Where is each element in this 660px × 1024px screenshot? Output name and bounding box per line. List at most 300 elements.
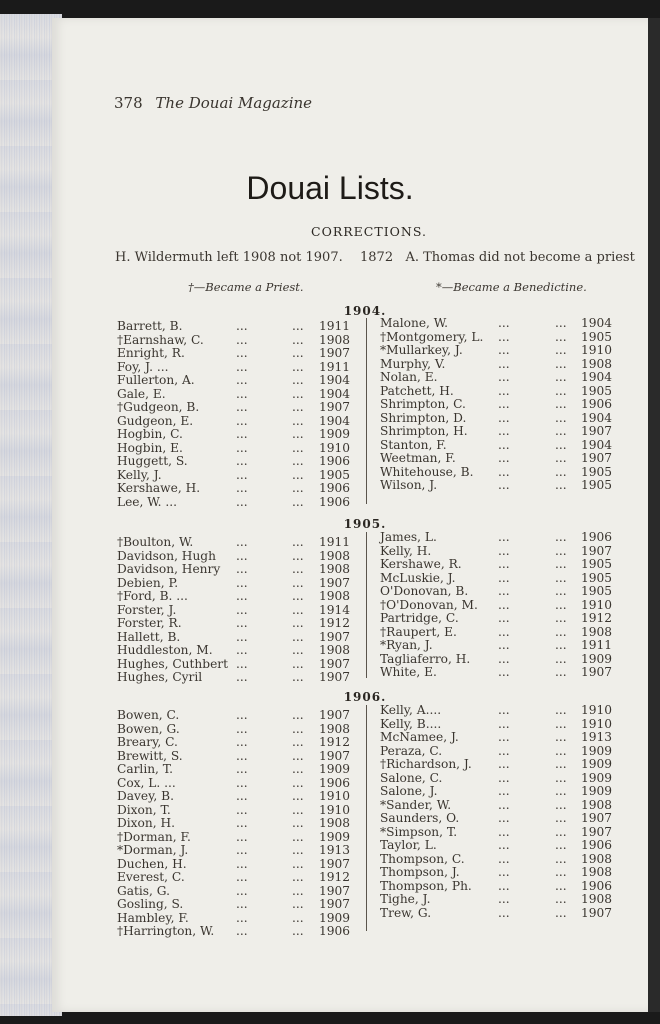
- leader-dots: ...: [236, 386, 248, 401]
- list-entry: [117, 898, 357, 912]
- list-entry: [380, 317, 620, 331]
- leaving-year: 1908: [581, 851, 613, 866]
- leader-dots: ...: [236, 427, 248, 441]
- list-entry: [380, 812, 620, 826]
- leaving-year: 1906: [319, 494, 351, 509]
- leaving-year: 1907: [319, 400, 351, 414]
- list-entry: [117, 442, 357, 456]
- leaving-year: 1906: [581, 397, 613, 411]
- list-entry: [380, 731, 620, 745]
- student-name: Whitehouse, B.: [380, 464, 474, 479]
- list-entry: [117, 912, 357, 926]
- leaving-year: 1905: [581, 584, 613, 598]
- list-entry: [117, 361, 357, 375]
- student-name: †Earnshaw, C.: [117, 332, 204, 347]
- student-name: Cox, L. ...: [117, 775, 176, 790]
- leader-dots: ...: [292, 427, 304, 441]
- leader-dots: ...: [498, 638, 510, 652]
- student-name: Shrimpton, H.: [380, 424, 468, 438]
- leader-dots: ...: [236, 816, 248, 830]
- student-name: Shrimpton, C.: [380, 397, 466, 411]
- leaving-year: 1907: [581, 543, 613, 558]
- student-name: Gale, E.: [117, 386, 166, 401]
- student-name: *Sander, W.: [380, 797, 452, 812]
- leader-dots: ...: [498, 570, 510, 585]
- running-head: [114, 94, 312, 112]
- list-entry: [117, 750, 357, 764]
- student-name: Kelly, H.: [380, 543, 432, 558]
- leader-dots: ...: [555, 584, 567, 598]
- student-name: *Simpson, T.: [380, 824, 458, 839]
- student-name: Trew, G.: [380, 905, 432, 920]
- leader-dots: ...: [555, 437, 567, 452]
- list-entry: [117, 817, 357, 831]
- leaving-year: 1909: [581, 770, 613, 785]
- list-entry: [117, 550, 357, 564]
- student-name: †Raupert, E.: [380, 624, 457, 639]
- leader-dots: ...: [292, 829, 304, 844]
- leader-dots: ...: [236, 400, 248, 414]
- student-name: Breary, C.: [117, 735, 178, 749]
- list-entry: [380, 452, 620, 466]
- leaving-year: 1906: [319, 924, 351, 938]
- list-entry: [117, 428, 357, 442]
- leader-dots: ...: [555, 851, 567, 866]
- leader-dots: ...: [498, 811, 510, 825]
- leader-dots: ...: [555, 797, 567, 812]
- leader-dots: ...: [292, 494, 304, 509]
- leader-dots: ...: [236, 748, 248, 763]
- leader-dots: ...: [292, 735, 304, 749]
- leaving-year: 1907: [581, 424, 613, 438]
- leader-dots: ...: [555, 638, 567, 652]
- list-entry: [380, 758, 620, 772]
- leader-dots: ...: [236, 829, 248, 844]
- student-name: Davey, B.: [117, 789, 174, 803]
- leader-dots: ...: [555, 557, 567, 571]
- leader-dots: ...: [236, 924, 248, 938]
- leader-dots: ...: [236, 883, 248, 898]
- student-name: Hambley, F.: [117, 910, 189, 925]
- list-entry: [117, 658, 357, 672]
- leader-dots: ...: [292, 319, 304, 333]
- leaving-year: 1906: [319, 454, 351, 468]
- leaving-year: 1908: [581, 865, 613, 879]
- leader-dots: ...: [498, 851, 510, 866]
- student-name: Dixon, H.: [117, 816, 175, 830]
- leader-dots: ...: [498, 770, 510, 785]
- leader-dots: ...: [498, 716, 510, 731]
- list-entry: [117, 455, 357, 469]
- leader-dots: ...: [498, 824, 510, 839]
- leader-dots: ...: [555, 665, 567, 679]
- list-entry: [117, 644, 357, 658]
- leader-dots: ...: [498, 437, 510, 452]
- leader-dots: ...: [236, 856, 248, 871]
- student-name: Tagliaferro, H.: [380, 651, 471, 666]
- leader-dots: ...: [498, 905, 510, 920]
- leader-dots: ...: [236, 910, 248, 925]
- list-entry: [380, 653, 620, 667]
- leader-dots: ...: [498, 838, 510, 852]
- leader-dots: ...: [555, 464, 567, 479]
- leader-dots: ...: [236, 535, 248, 549]
- leader-dots: ...: [236, 454, 248, 468]
- leader-dots: ...: [498, 757, 510, 771]
- list-entry: [380, 358, 620, 372]
- student-name: Thompson, Ph.: [380, 878, 472, 893]
- leaving-year: 1904: [319, 413, 351, 428]
- student-name: Saunders, O.: [380, 811, 460, 825]
- leader-dots: ...: [555, 743, 567, 758]
- correction-thomas: 1872 A. Thomas did not become a priest: [360, 250, 635, 265]
- leader-dots: ...: [292, 467, 304, 482]
- list-entry: [117, 347, 357, 361]
- leader-dots: ...: [292, 670, 304, 684]
- leader-dots: ...: [292, 870, 304, 884]
- leader-dots: ...: [555, 478, 567, 492]
- student-name: White, E.: [380, 665, 437, 679]
- leaving-year: 1907: [581, 824, 613, 839]
- leader-dots: ...: [292, 629, 304, 644]
- leaving-year: 1908: [581, 892, 613, 906]
- student-name: O'Donovan, B.: [380, 584, 469, 598]
- list-entry: [117, 536, 357, 550]
- leaving-year: 1904: [581, 370, 613, 384]
- leader-dots: ...: [236, 721, 248, 736]
- student-name: Murphy, V.: [380, 356, 446, 371]
- list-entry: [117, 925, 357, 939]
- list-entry: [380, 545, 620, 559]
- student-name: Dixon, T.: [117, 802, 171, 817]
- leaving-year: 1908: [581, 797, 613, 812]
- leader-dots: ...: [555, 770, 567, 785]
- leader-dots: ...: [292, 400, 304, 414]
- student-name: Davidson, Henry: [117, 562, 221, 576]
- leaving-year: 1908: [319, 816, 351, 830]
- leader-dots: ...: [292, 856, 304, 871]
- leader-dots: ...: [236, 775, 248, 790]
- leader-dots: ...: [292, 643, 304, 657]
- leader-dots: ...: [292, 762, 304, 776]
- student-name: Nolan, E.: [380, 370, 438, 384]
- leaving-year: 1907: [319, 575, 351, 590]
- list-entry: [117, 415, 357, 429]
- leader-dots: ...: [555, 410, 567, 425]
- student-name: Kershawe, H.: [117, 481, 201, 495]
- list-entry: [380, 880, 620, 894]
- list-entry: [117, 736, 357, 750]
- student-name: †Montgomery, L.: [380, 329, 484, 344]
- student-name: Peraza, C.: [380, 743, 443, 758]
- list-entry: [380, 666, 620, 680]
- leader-dots: ...: [498, 651, 510, 666]
- leader-dots: ...: [555, 530, 567, 544]
- magazine-title: The Douai Magazine: [155, 94, 313, 112]
- leader-dots: ...: [498, 329, 510, 344]
- leader-dots: ...: [498, 397, 510, 411]
- student-name: †Richardson, J.: [380, 757, 472, 771]
- list-entry: [380, 853, 620, 867]
- leader-dots: ...: [292, 897, 304, 911]
- student-name: Tighe, J.: [380, 892, 431, 906]
- student-name: Enright, R.: [117, 346, 185, 360]
- leaving-year: 1907: [319, 656, 351, 671]
- leader-dots: ...: [555, 730, 567, 744]
- leader-dots: ...: [555, 651, 567, 666]
- leader-dots: ...: [292, 575, 304, 590]
- list-entry: [117, 320, 357, 334]
- leader-dots: ...: [498, 383, 510, 398]
- leader-dots: ...: [236, 413, 248, 428]
- student-name: Foy, J. ...: [117, 359, 169, 374]
- leaving-year: 1911: [319, 535, 351, 549]
- student-name: Wilson, J.: [380, 478, 438, 492]
- list-entry: [380, 785, 620, 799]
- leaving-year: 1907: [319, 748, 351, 763]
- leaving-year: 1907: [319, 883, 351, 898]
- leader-dots: ...: [555, 865, 567, 879]
- list-entry: [117, 631, 357, 645]
- leaving-year: 1905: [581, 570, 613, 585]
- list-entry: [117, 469, 357, 483]
- leader-dots: ...: [555, 811, 567, 825]
- leader-dots: ...: [292, 386, 304, 401]
- leader-dots: ...: [292, 373, 304, 387]
- leaving-year: 1910: [319, 440, 351, 455]
- leader-dots: ...: [236, 481, 248, 495]
- student-name: Huggett, S.: [117, 454, 188, 468]
- leaving-year: 1909: [581, 784, 613, 798]
- leaving-year: 1914: [319, 602, 351, 617]
- student-name: Everest, C.: [117, 870, 185, 884]
- leaving-year: 1906: [319, 775, 351, 790]
- leaving-year: 1908: [319, 643, 351, 657]
- leader-dots: ...: [555, 370, 567, 384]
- leader-dots: ...: [498, 730, 510, 744]
- student-name: Thompson, J.: [380, 865, 460, 879]
- list-entry: [117, 790, 357, 804]
- leaving-year: 1909: [319, 762, 351, 776]
- leaving-year: 1913: [581, 730, 613, 744]
- leaving-year: 1912: [581, 611, 613, 625]
- book-cover-edge: [648, 18, 660, 1012]
- leader-dots: ...: [292, 454, 304, 468]
- leader-dots: ...: [498, 584, 510, 598]
- column-divider: [366, 318, 367, 504]
- leaving-year: 1904: [319, 386, 351, 401]
- student-name: Bowen, G.: [117, 721, 180, 736]
- leader-dots: ...: [236, 359, 248, 374]
- student-name: Salone, J.: [380, 784, 438, 798]
- leader-dots: ...: [498, 597, 510, 612]
- leader-dots: ...: [292, 816, 304, 830]
- right-column: [380, 704, 620, 920]
- leaving-year: 1904: [581, 316, 613, 330]
- list-entry: [117, 577, 357, 591]
- leader-dots: ...: [236, 332, 248, 347]
- leader-dots: ...: [555, 838, 567, 852]
- leader-dots: ...: [292, 656, 304, 671]
- leader-dots: ...: [498, 410, 510, 425]
- leader-dots: ...: [555, 905, 567, 920]
- leaving-year: 1906: [581, 838, 613, 852]
- leaving-year: 1906: [319, 481, 351, 495]
- year-heading: 1906.: [343, 690, 387, 704]
- leader-dots: ...: [555, 343, 567, 357]
- leader-dots: ...: [292, 775, 304, 790]
- year-heading: 1904.: [343, 304, 387, 318]
- list-entry: [380, 639, 620, 653]
- list-entry: [117, 334, 357, 348]
- student-name: Davidson, Hugh: [117, 548, 216, 563]
- left-column: [117, 536, 357, 685]
- leader-dots: ...: [498, 892, 510, 906]
- leader-dots: ...: [498, 557, 510, 571]
- leader-dots: ...: [292, 883, 304, 898]
- student-name: Salone, C.: [380, 770, 443, 785]
- leaving-year: 1907: [581, 665, 613, 679]
- leaving-year: 1907: [581, 905, 613, 920]
- student-name: Gosling, S.: [117, 897, 184, 911]
- student-name: Brewitt, S.: [117, 748, 183, 763]
- leaving-year: 1905: [581, 478, 613, 492]
- leader-dots: ...: [555, 356, 567, 371]
- leader-dots: ...: [498, 478, 510, 492]
- leader-dots: ...: [555, 329, 567, 344]
- list-entry: [380, 893, 620, 907]
- leader-dots: ...: [236, 589, 248, 603]
- leader-dots: ...: [498, 451, 510, 465]
- leader-dots: ...: [236, 575, 248, 590]
- leaving-year: 1907: [319, 629, 351, 644]
- list-entry: [117, 604, 357, 618]
- leaving-year: 1906: [581, 878, 613, 893]
- student-name: Patchett, H.: [380, 383, 454, 398]
- leaving-year: 1909: [581, 757, 613, 771]
- legend-priest: †—Became a Priest.: [188, 280, 304, 294]
- list-entry: [380, 599, 620, 613]
- leader-dots: ...: [555, 624, 567, 639]
- leaving-year: 1905: [319, 467, 351, 482]
- leaving-year: 1912: [319, 616, 351, 630]
- list-entry: [117, 590, 357, 604]
- student-name: Debien, P.: [117, 575, 179, 590]
- list-entry: [117, 709, 357, 723]
- student-name: Hallett, B.: [117, 629, 181, 644]
- leader-dots: ...: [236, 616, 248, 630]
- list-entry: [380, 398, 620, 412]
- leaving-year: 1911: [319, 319, 351, 333]
- list-entry: [117, 563, 357, 577]
- leader-dots: ...: [555, 451, 567, 465]
- list-entry: [117, 844, 357, 858]
- list-entry: [117, 885, 357, 899]
- student-name: Stanton, F.: [380, 437, 447, 452]
- leader-dots: ...: [292, 602, 304, 617]
- list-entry: [117, 374, 357, 388]
- student-name: Carlin, T.: [117, 762, 174, 776]
- student-name: †Harrington, W.: [117, 924, 215, 938]
- student-name: Kershawe, R.: [380, 557, 462, 571]
- corrections-heading: CORRECTIONS.: [311, 224, 427, 239]
- leader-dots: ...: [292, 589, 304, 603]
- leaving-year: 1910: [581, 597, 613, 612]
- leader-dots: ...: [236, 629, 248, 644]
- leader-dots: ...: [555, 424, 567, 438]
- leaving-year: 1906: [581, 530, 613, 544]
- student-name: Malone, W.: [380, 316, 449, 330]
- leaving-year: 1910: [319, 789, 351, 803]
- leader-dots: ...: [292, 843, 304, 857]
- list-entry: [117, 763, 357, 777]
- student-name: James, L.: [380, 530, 437, 544]
- leaving-year: 1907: [319, 897, 351, 911]
- leader-dots: ...: [555, 878, 567, 893]
- student-name: Lee, W. ...: [117, 494, 178, 509]
- leader-dots: ...: [236, 346, 248, 360]
- left-column: [117, 709, 357, 939]
- student-name: McNamee, J.: [380, 730, 459, 744]
- student-name: *Dorman, J.: [117, 843, 189, 857]
- leader-dots: ...: [236, 802, 248, 817]
- student-name: †Ford, B. ...: [117, 589, 188, 603]
- list-entry: [380, 371, 620, 385]
- leader-dots: ...: [292, 346, 304, 360]
- list-entry: [380, 439, 620, 453]
- leaving-year: 1909: [319, 910, 351, 925]
- correction-wildermuth: H. Wildermuth left 1908 not 1907.: [115, 250, 343, 265]
- leader-dots: ...: [555, 716, 567, 731]
- student-name: Forster, J.: [117, 602, 177, 617]
- leader-dots: ...: [498, 703, 510, 717]
- student-name: Kelly, A....: [380, 703, 442, 717]
- leader-dots: ...: [236, 562, 248, 576]
- leaving-year: 1910: [319, 802, 351, 817]
- column-divider: [366, 705, 367, 931]
- leaving-year: 1904: [581, 410, 613, 425]
- leader-dots: ...: [236, 735, 248, 749]
- leader-dots: ...: [498, 543, 510, 558]
- student-name: Taylor, L.: [380, 838, 437, 852]
- leader-dots: ...: [498, 424, 510, 438]
- leader-dots: ...: [498, 356, 510, 371]
- leaving-year: 1908: [581, 624, 613, 639]
- list-entry: [380, 531, 620, 545]
- leader-dots: ...: [292, 789, 304, 803]
- leaving-year: 1909: [319, 427, 351, 441]
- leaving-year: 1910: [581, 716, 613, 731]
- leader-dots: ...: [292, 748, 304, 763]
- page-title: Douai Lists.: [246, 170, 414, 206]
- leader-dots: ...: [236, 494, 248, 509]
- student-name: Partridge, C.: [380, 611, 459, 625]
- student-name: Hughes, Cuthbert: [117, 656, 229, 671]
- student-name: Thompson, C.: [380, 851, 465, 866]
- leaving-year: 1909: [581, 651, 613, 666]
- leaving-year: 1907: [581, 451, 613, 465]
- leader-dots: ...: [236, 656, 248, 671]
- list-entry: [117, 482, 357, 496]
- student-name: Gudgeon, E.: [117, 413, 194, 428]
- list-entry: [380, 799, 620, 813]
- leaving-year: 1912: [319, 870, 351, 884]
- leader-dots: ...: [292, 802, 304, 817]
- list-entry: [380, 826, 620, 840]
- leader-dots: ...: [292, 548, 304, 563]
- student-name: †O'Donovan, M.: [380, 597, 478, 612]
- list-entry: [117, 496, 357, 510]
